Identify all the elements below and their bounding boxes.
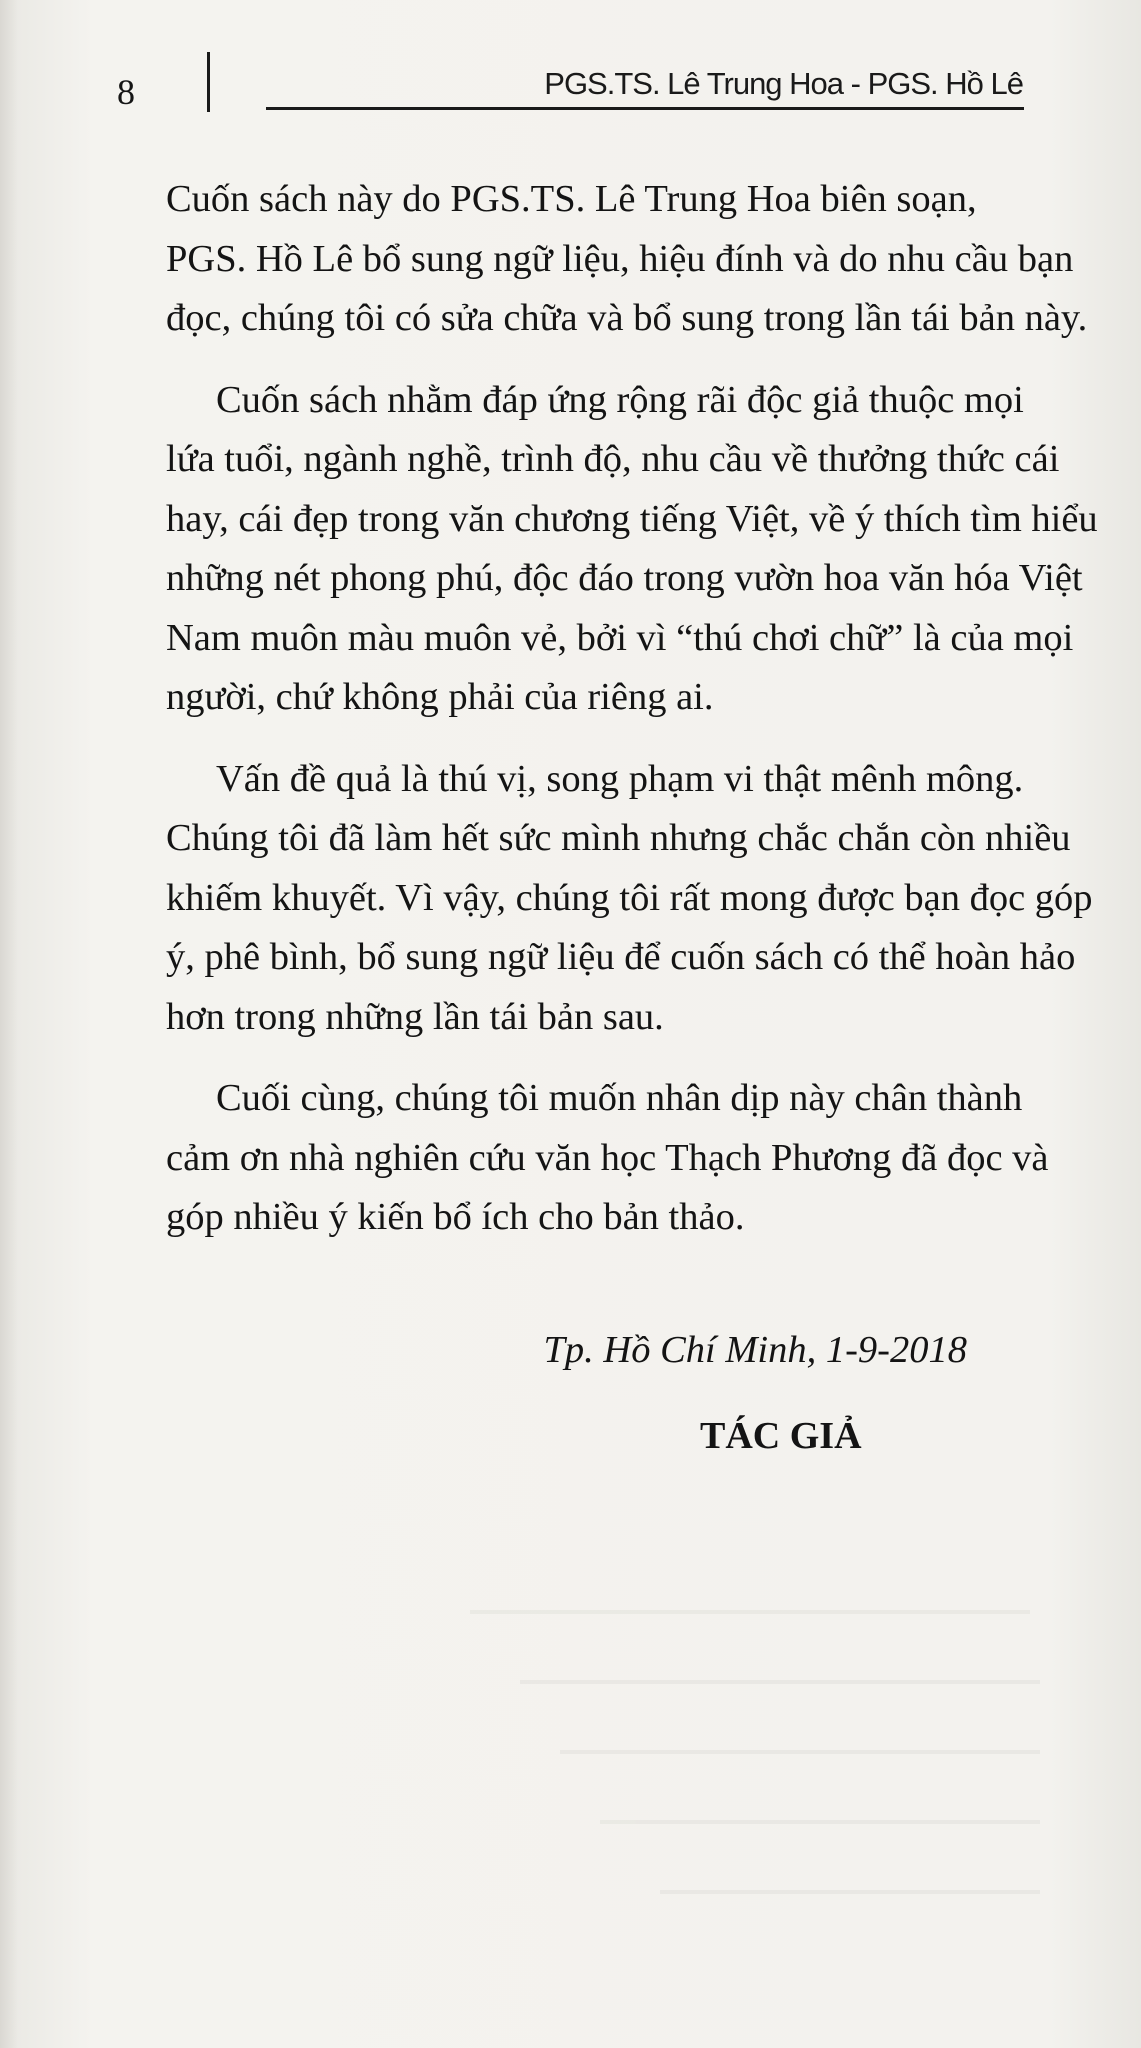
- header-vertical-rule: [207, 52, 210, 112]
- paragraph-2: [116, 371, 1098, 728]
- paragraph-line: cảm ơn nhà nghiên cứu văn học Thạch Phương đã đọc và: [166, 1136, 1049, 1179]
- paragraph-line: đọc, chúng tôi có sửa chữa và bổ sung trong lần tái bản này.: [166, 297, 1088, 339]
- paragraph-4: [116, 1069, 1049, 1248]
- paragraph-line: Cuốn sách nhằm đáp ứng rộng rãi độc giả thuộc mọi: [216, 378, 1024, 421]
- paragraph-line: PGS. Hồ Lê bổ sung ngữ liệu, hiệu đính và do nhu cầu bạn: [166, 237, 1074, 280]
- paragraph-line: ý, phê bình, bổ sung ngữ liệu để cuốn sách có thể hoàn hảo: [166, 936, 1076, 978]
- paragraph-line: người, chứ không phải của riêng ai.: [166, 676, 714, 718]
- signature-author: TÁC GIẢ: [700, 1415, 862, 1457]
- header-horizontal-rule: [266, 107, 1024, 110]
- paragraph-line: góp nhiều ý kiến bổ ích cho bản thảo.: [166, 1196, 745, 1238]
- paragraph-line: lứa tuổi, ngành nghề, trình độ, nhu cầu về thưởng thức cái: [166, 438, 1060, 480]
- page-number: 8: [117, 72, 135, 112]
- paragraph-line: Nam muôn màu muôn vẻ, bởi vì “thú chơi chữ” là của mọi: [166, 616, 1074, 659]
- paragraph-line: Vấn đề quả là thú vị, song phạm vi thật mênh mông.: [216, 757, 1024, 800]
- paragraph-line: hơn trong những lần tái bản sau.: [166, 995, 664, 1038]
- running-title: PGS.TS. Lê Trung Hoa - PGS. Hồ Lê: [544, 66, 1023, 101]
- signature-place-date: Tp. Hồ Chí Minh, 1-9-2018: [543, 1329, 967, 1371]
- paragraph-1: [116, 170, 1088, 349]
- paragraph-3: [116, 750, 1093, 1048]
- paragraph-line: Cuốn sách này do PGS.TS. Lê Trung Hoa biên soạn,: [166, 178, 977, 220]
- paragraph-line: Chúng tôi đã làm hết sức mình nhưng chắc chắn còn nhiều: [166, 817, 1071, 859]
- paragraph-line: những nét phong phú, độc đáo trong vườn hoa văn hóa Việt: [166, 557, 1083, 599]
- paragraph-line: Cuối cùng, chúng tôi muốn nhân dịp này chân thành: [216, 1077, 1023, 1119]
- paragraph-line: khiếm khuyết. Vì vậy, chúng tôi rất mong được bạn đọc góp: [166, 876, 1093, 919]
- body-text: [116, 170, 1098, 1270]
- paragraph-line: hay, cái đẹp trong văn chương tiếng Việt, về ý thích tìm hiểu: [166, 497, 1098, 540]
